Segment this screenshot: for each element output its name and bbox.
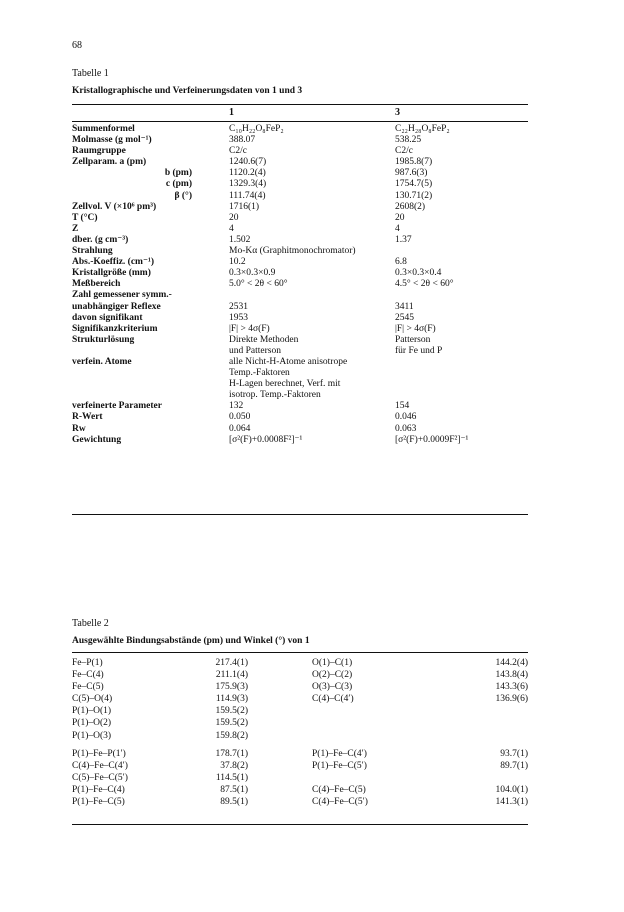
- table1-cell-compound1: isotrop. Temp.-Faktoren: [229, 390, 321, 401]
- table1-row: [72, 357, 528, 368]
- table1-row-label: unabhängiger Reflexe: [72, 301, 161, 312]
- table1-row-label: Abs.-Koeffiz. (cm⁻¹): [72, 257, 154, 268]
- table2-value-left: 178.7(1): [215, 748, 248, 759]
- table1-cell-compound1: 1.502: [229, 234, 251, 245]
- table1-cell-compound3: Patterson: [395, 334, 431, 345]
- table1-cell-compound3: 1985.8(7): [395, 157, 433, 168]
- table2-value-left: 175.9(3): [215, 682, 248, 693]
- table1-row: [72, 290, 528, 301]
- table2-bond-left: C(5)–Fe–C(5′): [72, 772, 128, 783]
- table1-cell-compound3: 987.6(3): [395, 168, 428, 179]
- table2-bond-right: C(4)–C(4′): [312, 694, 354, 705]
- table1-cell-compound3: 2545: [395, 312, 414, 323]
- table1-row-label: Strahlung: [72, 246, 113, 257]
- table2-value-left: 159.5(2): [215, 706, 248, 717]
- table1-row-label: T (°C): [72, 212, 98, 223]
- table2-row: [72, 748, 528, 760]
- table1-row-label: Zahl gemessener symm.-: [72, 290, 172, 301]
- table2-row: [72, 784, 528, 796]
- table1-row: [72, 435, 528, 446]
- table1-cell-compound3: 0.046: [395, 412, 417, 423]
- table2-bond-left: Fe–C(4): [72, 670, 104, 681]
- table1-row: [72, 146, 528, 157]
- table1-row-label: Molmasse (g mol⁻¹): [72, 135, 152, 146]
- table2-value-right: 93.7(1): [500, 748, 528, 759]
- table2-bond-left: P(1)–O(3): [72, 730, 112, 741]
- table1-cell-compound1: 0.064: [229, 423, 251, 434]
- table1-row-label: Summenformel: [72, 124, 135, 134]
- table1-row-label: Gewichtung: [72, 434, 122, 445]
- table1-cell-compound1: 5.0° < 2θ < 60°: [229, 279, 288, 290]
- table1-col-header-3: 3: [395, 107, 400, 118]
- table1-header-rule: [72, 121, 528, 122]
- table2-value-left: 159.5(2): [215, 718, 248, 729]
- table1-cell-compound1: 1120.2(4): [229, 168, 266, 179]
- table2-row: [72, 705, 528, 717]
- table1-title: Tabelle 1: [72, 68, 109, 79]
- table1-row-label: Signifikanzkriterium: [72, 323, 158, 334]
- table1-cell-compound3: für Fe und P: [395, 345, 443, 356]
- table1-cell-compound1: 388.07: [229, 135, 256, 146]
- table2-caption: Ausgewählte Bindungsabstände (pm) und Winkel (°) von 1: [72, 636, 310, 646]
- table2-value-right: 143.8(4): [495, 670, 528, 681]
- table1-cell-compound1: 132: [229, 401, 244, 412]
- table1-top-rule: [72, 104, 528, 105]
- table1-row-label: Rw: [72, 423, 86, 434]
- table1-cell-compound3: |F| > 4σ(F): [395, 323, 436, 334]
- table1-cell-compound1: |F| > 4σ(F): [229, 323, 270, 334]
- table1-cell-compound1: alle Nicht-H-Atome anisotrope: [229, 356, 348, 367]
- table1-row-label: β (°): [174, 190, 192, 201]
- table1-row: [72, 302, 528, 313]
- table1-cell-compound1: 0.3×0.3×0.9: [229, 268, 276, 279]
- table2-value-left: 217.4(1): [215, 658, 248, 668]
- table1-row-label: davon signifikant: [72, 312, 143, 323]
- table2-bond-left: P(1)–Fe–C(4): [72, 784, 125, 795]
- table1-cell-compound3: C₂₂H₂₈O₈FeP₂: [395, 124, 450, 134]
- table2-bond-right: O(1)–C(1): [312, 658, 353, 668]
- table2-bond-right: O(3)–C(3): [312, 682, 353, 693]
- table1-row: [72, 424, 528, 435]
- table1-row: [72, 268, 528, 279]
- table1-cell-compound3: 154: [395, 401, 410, 412]
- table1-row-label: R-Wert: [72, 412, 103, 423]
- table1-row: [72, 168, 528, 179]
- table2-row: [72, 760, 528, 772]
- table1-cell-compound3: 538.25: [395, 135, 422, 146]
- table1-col-header-1: 1: [229, 107, 234, 118]
- table1-row-label: Zellvol. V (×10⁶ pm³): [72, 201, 157, 212]
- table1-cell-compound3: 1.37: [395, 234, 412, 245]
- table2-value-left: 87.5(1): [220, 784, 248, 795]
- table2-row: [72, 717, 528, 729]
- table2-bond-left: P(1)–Fe–C(5): [72, 797, 125, 808]
- table2-bottom-rule: [72, 824, 528, 825]
- table1-row: [72, 390, 528, 401]
- table1-row-label: dber. (g cm⁻³): [72, 234, 129, 245]
- table1-row: [72, 368, 528, 379]
- table1-row: [72, 313, 528, 324]
- table1-row-label: Zellparam. a (pm): [72, 157, 147, 168]
- table2-top-rule: [72, 652, 528, 653]
- page-number: 68: [72, 40, 82, 51]
- table2-value-right: 143.3(6): [495, 682, 528, 693]
- table2-value-right: 136.9(6): [495, 694, 528, 705]
- table1-row: [72, 379, 528, 390]
- table1-body: [72, 124, 528, 446]
- table2-bond-right: O(2)–C(2): [312, 670, 353, 681]
- table1-cell-compound1: 0.050: [229, 412, 251, 423]
- table1-row: [72, 346, 528, 357]
- table1-row-label: Strukturlösung: [72, 334, 135, 345]
- table1-cell-compound1: 20: [229, 212, 239, 223]
- table2-row: [72, 693, 528, 705]
- table1-cell-compound1: 1716(1): [229, 201, 260, 212]
- table1-cell-compound1: 10.2: [229, 257, 246, 268]
- table2-row: [72, 681, 528, 693]
- table1-cell-compound3: 1754.7(5): [395, 179, 433, 190]
- table2-bond-left: P(1)–O(1): [72, 706, 112, 717]
- table1-row: [72, 191, 528, 202]
- table1-cell-compound1: 1240.6(7): [229, 157, 267, 168]
- table2-bond-left: Fe–C(5): [72, 682, 104, 693]
- table2-row: [72, 669, 528, 681]
- table1-row: [72, 124, 528, 135]
- table2-value-right: 141.3(1): [495, 797, 528, 808]
- table1-row: [72, 401, 528, 412]
- table2-value-right: 89.7(1): [500, 760, 528, 771]
- table1-bottom-rule: [72, 514, 528, 515]
- table2-bond-right: P(1)–Fe–C(4′): [312, 748, 367, 759]
- table1-cell-compound3: 130.71(2): [395, 190, 433, 201]
- table2-bond-right: P(1)–Fe–C(5′): [312, 760, 367, 771]
- table1-cell-compound1: [σ²(F)+0.0008F²]⁻¹: [229, 434, 303, 445]
- table1-cell-compound1: Temp.-Faktoren: [229, 368, 290, 379]
- table1-cell-compound1: 1953: [229, 312, 248, 323]
- table2-value-left: 114.9(3): [215, 694, 248, 705]
- table2-row: [72, 657, 528, 669]
- table1-row-label: Raumgruppe: [72, 146, 126, 157]
- table2-value-left: 211.1(4): [215, 670, 248, 681]
- table1-row-label: verfeinerte Parameter: [72, 401, 162, 412]
- table2-body: [72, 657, 528, 808]
- table1-row: [72, 279, 528, 290]
- table2-title: Tabelle 2: [72, 618, 109, 629]
- table1-row-label: verfein. Atome: [72, 356, 132, 367]
- table1-cell-compound1: Direkte Methoden: [229, 334, 299, 345]
- table1-row: [72, 412, 528, 423]
- table1-row-label: Z: [72, 223, 79, 234]
- table1-row-label: Meßbereich: [72, 279, 121, 290]
- table1-cell-compound1: 2531: [229, 301, 248, 312]
- table1-cell-compound1: 111.74(4): [229, 190, 266, 201]
- table1-cell-compound3: 2608(2): [395, 201, 426, 212]
- table1-row: [72, 224, 528, 235]
- table2-value-left: 159.8(2): [215, 730, 248, 741]
- table2-value-right: 104.0(1): [495, 784, 528, 795]
- table1-row: [72, 257, 528, 268]
- table1-row: [72, 246, 528, 257]
- table2-row: [72, 796, 528, 808]
- table1-cell-compound3: 4: [395, 223, 400, 234]
- table1-cell-compound1: 4: [229, 223, 234, 234]
- table2-value-right: 144.2(4): [495, 658, 528, 668]
- table1-cell-compound3: [σ²(F)+0.0009F²]⁻¹: [395, 434, 469, 445]
- table1-row: [72, 179, 528, 190]
- table2-bond-left: C(5)–O(4): [72, 694, 113, 705]
- table2-bond-left: P(1)–O(2): [72, 718, 112, 729]
- table1-cell-compound3: 6.8: [395, 257, 407, 268]
- table2-row: [72, 772, 528, 784]
- table1-row-label: Kristallgröße (mm): [72, 268, 151, 279]
- table2-bond-left: C(4)–Fe–C(4′): [72, 760, 128, 771]
- table2-bond-right: C(4)–Fe–C(5): [312, 784, 366, 795]
- table1-row: [72, 213, 528, 224]
- table1-cell-compound1: Mo-Kα (Graphitmonochromator): [229, 246, 356, 257]
- table1-row: [72, 324, 528, 335]
- table1-cell-compound1: C2/c: [229, 146, 247, 157]
- table1-row: [72, 335, 528, 346]
- table1-cell-compound1: 1329.3(4): [229, 179, 267, 190]
- table1-cell-compound3: 0.063: [395, 423, 417, 434]
- table2-bond-right: C(4)–Fe–C(5′): [312, 797, 368, 808]
- table1-caption: Kristallographische und Verfeinerungsdaten von 1 und 3: [72, 86, 303, 96]
- table2-value-left: 114.5(1): [215, 772, 248, 783]
- table1-cell-compound1: C₁₀H₂₂O₈FeP₂: [229, 124, 284, 134]
- table1-cell-compound1: und Patterson: [229, 345, 281, 356]
- table1-row: [72, 202, 528, 213]
- table1-row: [72, 135, 528, 146]
- table1-cell-compound3: 0.3×0.3×0.4: [395, 268, 442, 279]
- table1-row-label: b (pm): [164, 168, 192, 179]
- table2-bond-left: Fe–P(1): [72, 658, 103, 668]
- table1-row: [72, 157, 528, 168]
- table1-cell-compound3: 4.5° < 2θ < 60°: [395, 279, 454, 290]
- table1-cell-compound3: C2/c: [395, 146, 413, 157]
- table2-value-left: 89.5(1): [220, 797, 248, 808]
- table1-cell-compound3: 3411: [395, 301, 414, 312]
- table1-row-label: c (pm): [165, 179, 192, 190]
- table1-row: [72, 235, 528, 246]
- table2-row: [72, 730, 528, 742]
- table2-value-left: 37.8(2): [220, 760, 248, 771]
- table2-bond-left: P(1)–Fe–P(1′): [72, 748, 126, 759]
- table1-cell-compound3: 20: [395, 212, 405, 223]
- table1-cell-compound1: H-Lagen berechnet, Verf. mit: [229, 379, 341, 390]
